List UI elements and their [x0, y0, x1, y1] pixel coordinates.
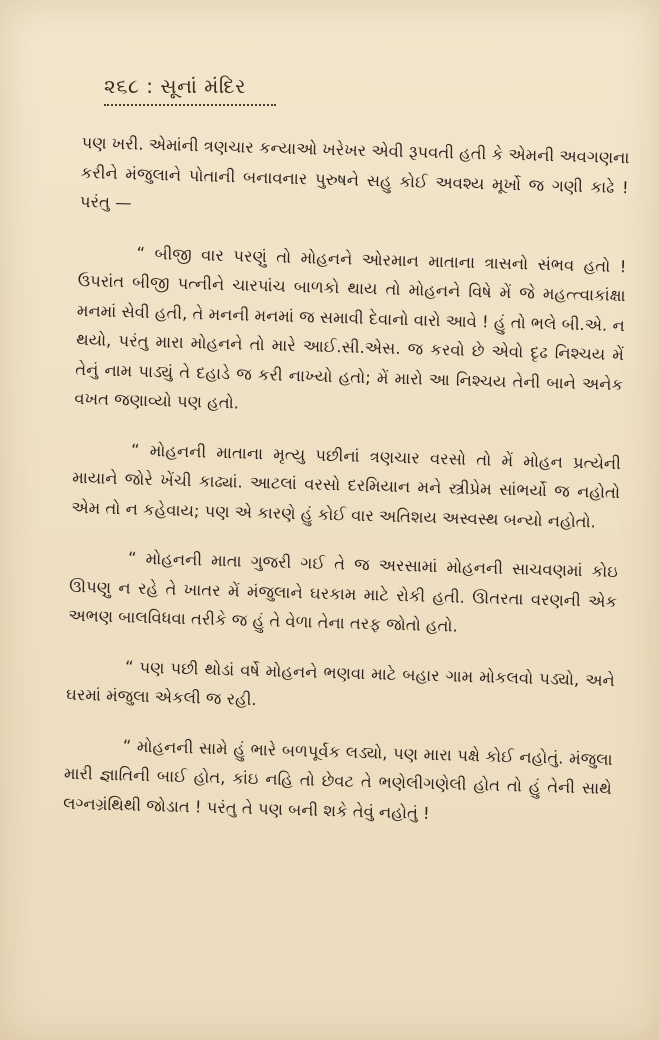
- paragraph: “ મોહનની માતા ગુજરી ગઈ તે જ અરસામાં મોહનની સાચવણમાં કોઇ ઊપણુ ન રહે તે ખાતર મેં મંજુલાને ઘરકામ માટે રોકી હતી. ઊતરતા વરણની એક અભણ બાલવિધવા તરીકે જ હું તે વેળા તેના તરફ જોતો હતો.: [68, 548, 619, 636]
- paragraph: “ મોહનની સામે હું ભારે બળપૂર્વક લડ્યો, પણ મારા પક્ષે કોઈ નહોતું. મંજુલા મારી જ્ઞાતિની બાઈ હોત, કાંઇ નહિ તો છેવટ તે ભણેલીગણેલી હોત તો હું તેની સાથે લગ્નગ્રંથિથી જોડાત ! પરંતુ તે પણ બની શકે તેવું નહોતું !: [62, 735, 613, 823]
- page-header-block: [104, 74, 404, 106]
- page-number-and-title: ૨૬૮ : સૂનાં મંદિર: [104, 74, 246, 98]
- paragraph: પણ ખરી. એમાંની ત્રણચાર કન્યાઓ ખરેખર એવી રૂપવતી હતી કે એમની અવગણના કરીને મંજુલાને પોતાની બનાવનાર પુરુષને સહુ કોઈ અવશ્ય મૂર્ખો જ ગણી કાઢે ! પરંતુ —: [79, 132, 630, 213]
- dotted-rule: [104, 104, 276, 106]
- paragraph: “ પણ પછી થોડાં વર્ષે મોહનને ભણવા માટે બહાર ગામ મોકલવો પડ્યો, અને ઘરમાં મંજુલા એકલી જ રહી.: [65, 656, 616, 710]
- paragraph: “ બીજી વાર પરણું તો મોહનને ઓરમાન માતાના ત્રાસનો સંભવ હતો ! ઉપરાંત બીજી પત્નીને ચારપાંચ બાળકો થાય તો મોહનને વિષે મેં જે મહત્ત્વાકાંક્ષા મનમાં સેવી હતી, તે મનની મનમાં જ સમાવી દેવાનો વારો આવે ! હું તો ભલે બી.એ. ન થયો, પરંતુ મારા મોહનને તો મારે આઈ.સી.એસ. જ કરવો છે એવો દૃઢ નિશ્ચય મેં તેનું નામ પાડ્યું તે દહાડે જ કરી નાખ્યો હતો; મેં મારો આ નિશ્ચય તેની બાને અનેક વખત જણાવ્યો પણ હતો.: [74, 243, 627, 413]
- paragraph: “ મોહનની માતાના મૃત્યુ પછીનાં ત્રણચાર વરસો તો મેં મોહન પ્રત્યેની માયાને જોરે ખેંચી કાઢ્યાં. આટલાં વરસો દરમિયાન મને સ્ત્રીપ્રેમ સાંભર્યો જ નહોતો એમ તો ન કહેવાય; પણ એ કારણે હું કોઈ વાર અતિશય અસ્વસ્થ બન્યો નહોતો.: [71, 439, 622, 531]
- body-text: [62, 128, 630, 853]
